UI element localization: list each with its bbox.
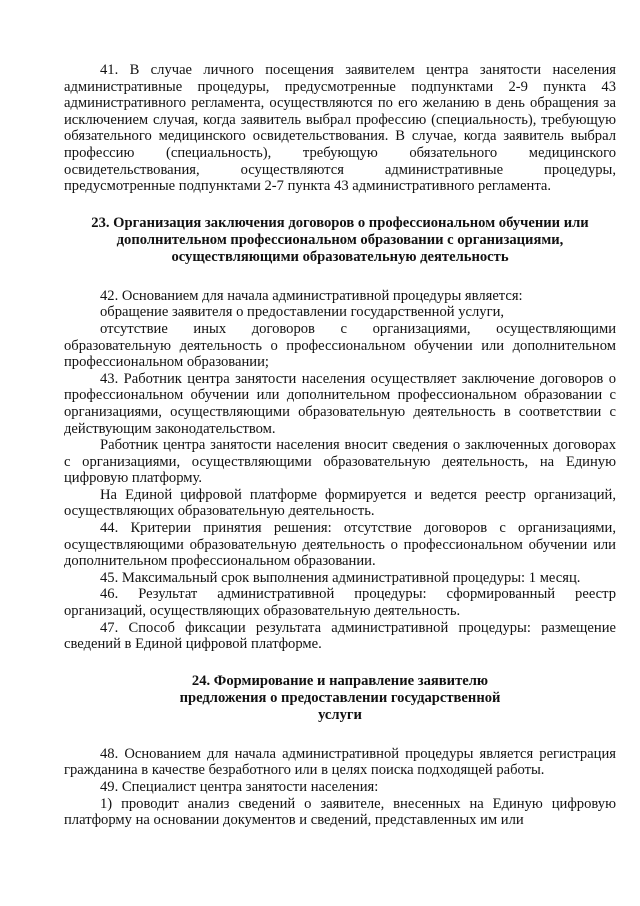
paragraph-45: 45. Максимальный срок выполнения административной процедуры: 1 месяц.: [100, 569, 581, 586]
paragraph-42: 42. Основанием для начала административной процедуры является:: [100, 287, 523, 304]
document-page: [64, 62, 616, 829]
section-heading-23: 23. Организация заключения договоров о профессиональном обучении или дополнительном профессиональном образовании с организациями, осуществляющими образовательную деятельность: [91, 214, 589, 265]
paragraph-43-continued: Работник центра занятости населения вносит сведения о заключенных договорах с организациями, осуществляющими образовательную деятельность, на Единую цифровую платформу.: [64, 437, 616, 487]
paragraph-43: 43. Работник центра занятости населения осуществляет заключение договоров о профессиональном обучении или дополнительном профессиональном образовании с организациями, осуществляющими образовательную деятельность в соответствии с действующим законодательством.: [64, 370, 616, 437]
paragraph-47: 47. Способ фиксации результата административной процедуры: размещение сведений в Единой цифровой платформе.: [64, 619, 616, 653]
paragraph-44: 44. Критерии принятия решения: отсутствие договоров с организациями, осуществляющими образовательную деятельность о профессиональном обучении или дополнительном профессиональном образовании.: [64, 520, 616, 570]
paragraph-42-item-2: отсутствие иных договоров с организациями, осуществляющими образовательную деятельность о профессиональном обучении или дополнительном профессиональном образовании;: [64, 320, 616, 371]
paragraph-46: 46. Результат административной процедуры: сформированный реестр организаций, осуществляющих образовательную деятельность.: [64, 586, 616, 620]
paragraph-49: 49. Специалист центра занятости населения:: [100, 779, 379, 795]
paragraph-49-item-1: 1) проводит анализ сведений о заявителе, внесенных на Единую цифровую платформу на основании документов и сведений, представленных им или: [64, 795, 616, 829]
paragraph-42-item-1: обращение заявителя о предоставлении государственной услуги,: [100, 304, 505, 321]
paragraph-41: 41. В случае личного посещения заявителем центра занятости населения административные процедуры, предусмотренные подпунктами 2-9 пункта 43 административного регламента, осуществляются по его желанию в день обращения за исключением случая, когда заявитель выбрал профессию (специальность), требующую обязательного медицинского освидетельствования. В случае, когда заявитель выбрал профессию (специальность), требующую обязательного медицинского освидетельствования, осуществляются административные процедуры, предусмотренные подпунктами 2-7 пункта 43 административного регламента.: [64, 62, 616, 195]
paragraph-43-registry: На Единой цифровой платформе формируется и ведется реестр организаций, осуществляющих образовательную деятельность.: [64, 486, 616, 520]
section-heading-24: 24. Формирование и направление заявителю предложения о предоставлении государственной услуги: [179, 672, 501, 723]
paragraph-48: 48. Основанием для начала административной процедуры является регистрация гражданина в качестве безработного или в целях поиска подходящей работы.: [64, 745, 616, 779]
